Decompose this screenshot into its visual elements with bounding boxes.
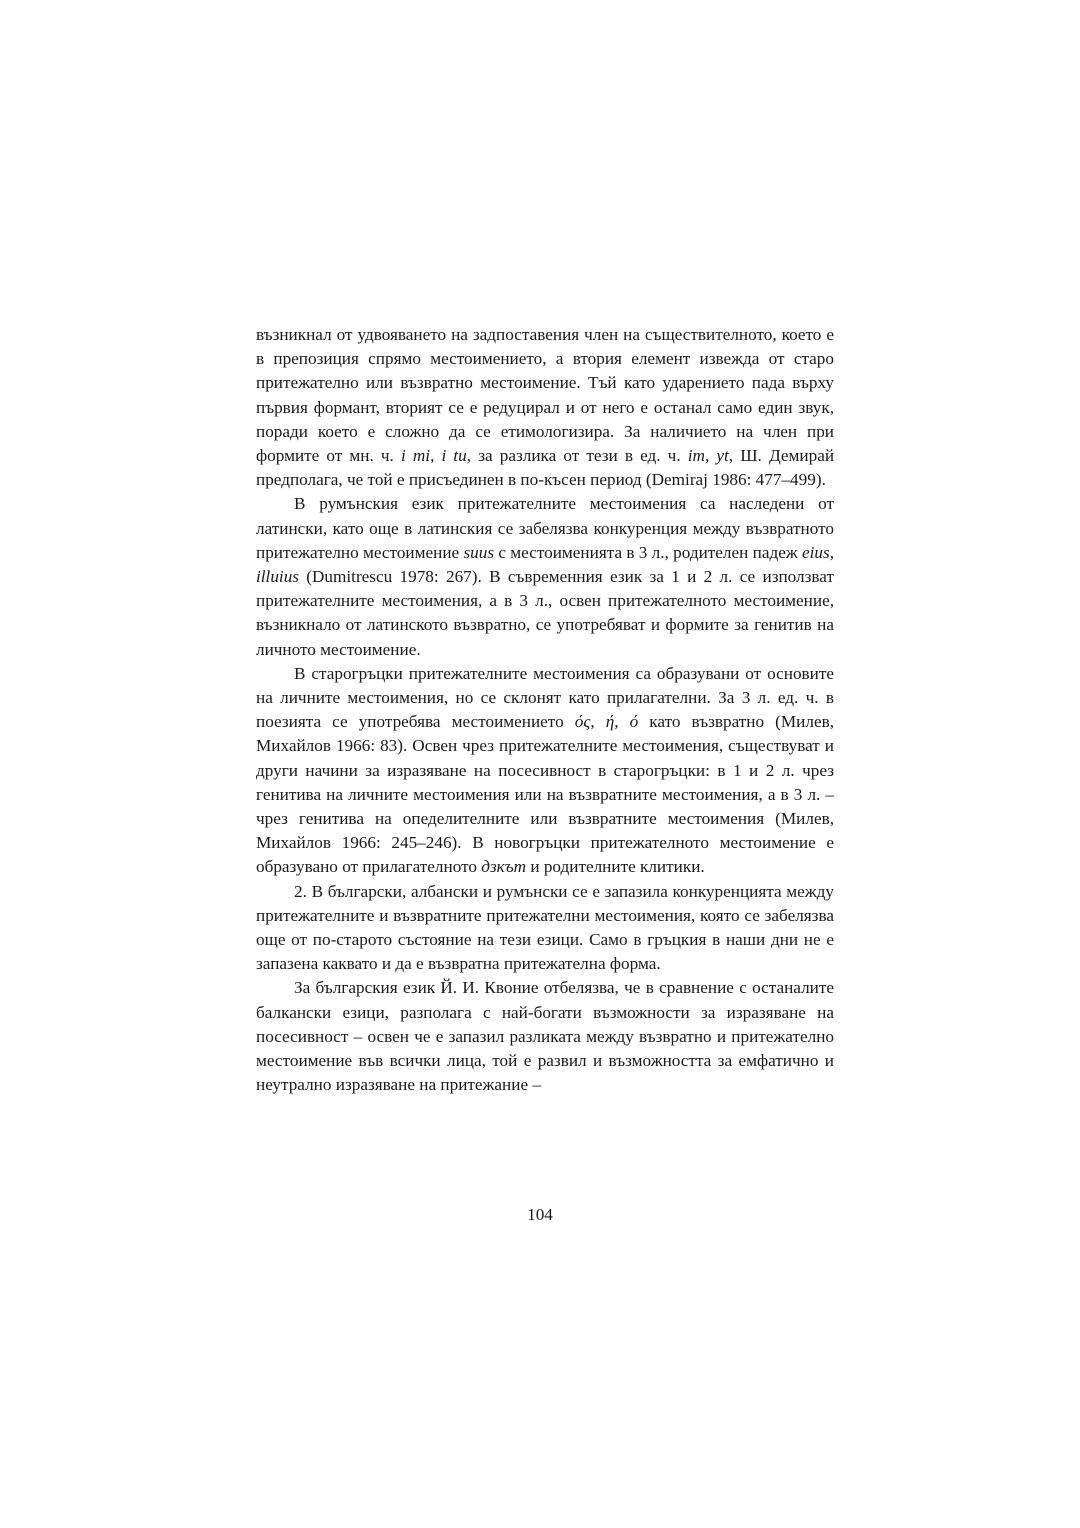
page-body xyxy=(256,323,834,1098)
paragraph-1-italic-term: i mi, i tu xyxy=(400,446,467,466)
page-number: 104 xyxy=(527,1205,553,1224)
paragraph-3 xyxy=(256,662,834,880)
paragraph-5 xyxy=(256,976,834,1097)
paragraph-5-run-1: За българския език Й. И. Квоние отбелязва, че в сравнение с останалите балкански езици, разполага с най-богати възможности за изразяване на посесивност – освен че е запазил разликата между възвратно и притежателно местоимение във всички лица, той е развил и възможността за емфатично и неутрално изразяване на притежание – xyxy=(256,978,834,1095)
paragraph-2-run-3: с местоименията в 3 л., родителен падеж xyxy=(494,542,803,562)
paragraph-2-italic-term: suus xyxy=(463,542,495,562)
paragraph-2 xyxy=(256,492,834,661)
paragraph-3-run-3: като възвратно (Милев, Михайлов 1966: 83). Освен чрез притежателните местоимения, съществуват и други начини за изразяване на посесивност в старогръцки: в 1 и 2 л. чрез генитива на личните местоимения или на възвратните местоимения, а в 3 л. – чрез генитива на опеделителните или възвратните местоимения (Милев, Михайлов 1966: 245–246). В новогръцки притежателното местоимение е образувано от прилагателното xyxy=(256,712,834,877)
paragraph-1-run-1: възникнал от удвояването на задпоставения член на съществителното, което е в препозиция спрямо местоимението, а втория елемент извежда от старо притежателно или възвратно местоимение. Тъй като ударението пада върху първия формант, вторият се е редуцирал и от него е останал само един звук, поради което е сложно да се етимологизира. За наличието на член при формите от мн. ч. xyxy=(256,325,834,466)
paragraph-3-run-1: В старогръцки притежателните местоимения са образувани от основите на личните местоимения, но се склонят като прилагателни. За 3 л. ед. ч. в поезията се употребява местоимението xyxy=(256,663,834,732)
paragraph-3-italic-term: дзкът xyxy=(481,857,527,877)
paragraph-1 xyxy=(256,323,834,492)
paragraph-2-run-1: В румънския език притежателните местоимения са наследени от латински, като още в латинския се забелязва конкуренция между възвратното притежателно местоимение xyxy=(256,494,834,562)
paragraph-1-italic-term: im, yt xyxy=(687,446,729,466)
paragraph-4-run-1: 2. В български, албански и румънски се е запазила конкуренцията между притежателните и възвратните притежателни местоимения, която се забелязва още от по-старото състояние на тези езици. Само в гръцкия в наши дни не е запазена каквато и да е възвратна притежателна форма. xyxy=(256,881,834,974)
paragraph-4 xyxy=(256,880,834,977)
paragraph-2-italic-term: eius, illuius xyxy=(256,542,834,587)
paragraph-1-run-5: , Ш. Демирай предполага, че той е присъединен в по-късен период (Demiraj 1986: 477–499). xyxy=(256,446,835,490)
paragraph-2-run-5: (Dumitrescu 1978: 267). В съвременния език за 1 и 2 л. се използват притежателните местоимения, а в 3 л., освен притежателното местоимение, възникнало от латинското възвратно, се употребяват и формите за генитив на личното местоимение. xyxy=(256,567,834,659)
paragraph-1-run-3: , за разлика от тези в ед. ч. xyxy=(466,446,688,466)
paragraph-3-italic-term: ός, ή, ό xyxy=(574,712,639,732)
paragraph-3-run-5: и родителните клитики. xyxy=(526,857,705,877)
